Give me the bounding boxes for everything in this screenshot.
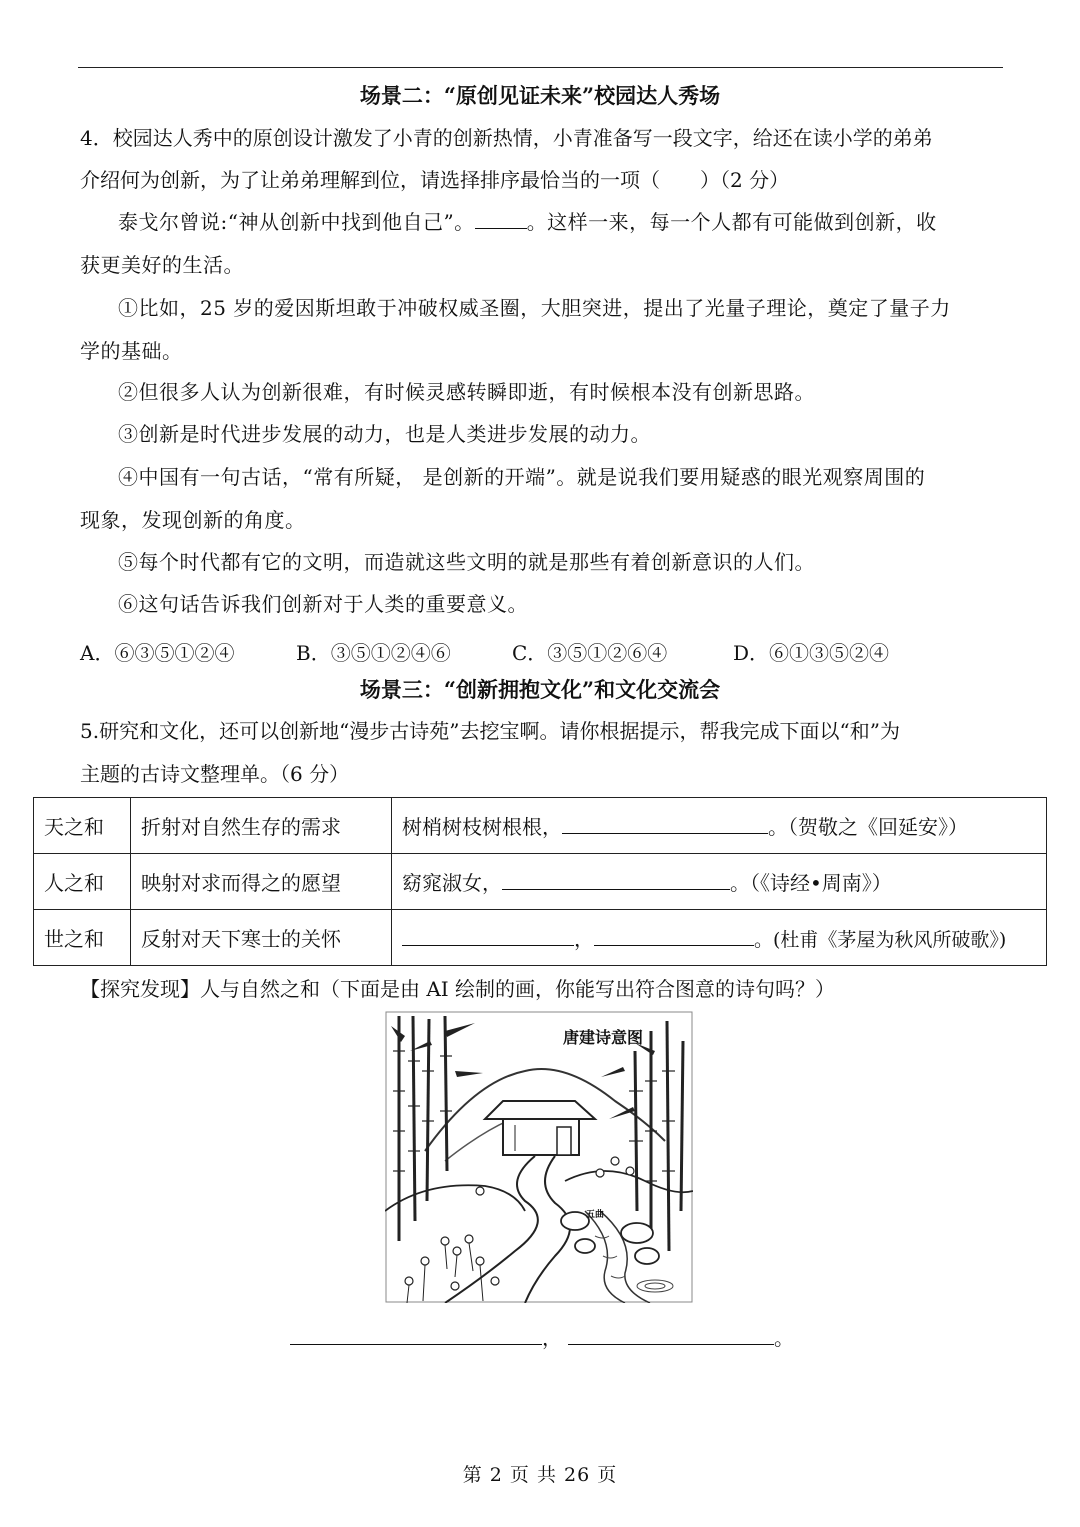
row-line: [392, 854, 1047, 910]
sentence-6: ⑥这句话告诉我们创新对于人类的重要意义。: [118, 592, 528, 616]
row-pre: 树梢树枝树根根，: [402, 815, 562, 839]
row-pre: 窈窕淑女，: [402, 871, 502, 895]
sentence-1b: 学的基础。: [80, 339, 183, 363]
passage-blank[interactable]: [475, 210, 527, 229]
q5-line2: 主题的古诗文整理单。（6 分）: [80, 762, 350, 786]
scene3-heading: 场景三：“创新拥抱文化”和文化交流会: [359, 677, 721, 702]
row-post: 。(杜甫《茅屋为秋风所破歌》): [754, 929, 1007, 951]
poem-illustration: [385, 1011, 693, 1303]
row-post: 。（《诗经•周南》）: [730, 871, 892, 895]
answer-line: [290, 1322, 794, 1351]
row-topic: 天之和: [34, 798, 131, 854]
q5-line1: 5.研究和文化，还可以创新地“漫步古诗苑”去挖宝啊。请你根据提示，帮我完成下面以“和”为: [80, 719, 900, 743]
row-topic: 人之和: [34, 854, 131, 910]
option-a[interactable]: A．⑥③⑤①②④: [80, 641, 235, 665]
sentence-2: ②但很多人认为创新很难，有时候灵感转瞬即逝，有时候根本没有创新思路。: [118, 380, 815, 404]
table-row: [34, 910, 1047, 966]
scene2-heading: 场景二：“原创见证未来”校园达人秀场: [359, 83, 721, 108]
passage-line1: [118, 206, 937, 235]
answer-blank[interactable]: [594, 927, 754, 946]
table-row: [34, 798, 1047, 854]
passage-line2: 获更美好的生活。: [80, 253, 244, 277]
table-row: [34, 854, 1047, 910]
illustration-caption: 五曲: [585, 1210, 605, 1220]
row-topic: 世之和: [34, 910, 131, 966]
explore-prompt: 【探究发现】人与自然之和（下面是由 AI 绘制的画，你能写出符合图意的诗句吗？）: [80, 977, 836, 1001]
answer-blank[interactable]: [562, 815, 768, 834]
q4-line1: 4．校园达人秀中的原创设计激发了小青的创新热情，小青准备写一段文字，给还在读小学的弟弟: [80, 126, 933, 150]
passage-part-a: 泰戈尔曾说:“神从创新中找到他自己”。: [118, 210, 475, 234]
answer-blank-1[interactable]: [290, 1326, 542, 1345]
answer-comma: ，: [542, 1326, 562, 1350]
row-line: [392, 910, 1047, 966]
illustration-title: 唐建诗意图: [562, 1028, 644, 1047]
answer-blank-2[interactable]: [568, 1326, 774, 1345]
option-b[interactable]: B．③⑤①②④⑥: [296, 641, 451, 665]
row-desc: 折射对自然生存的需求: [131, 798, 392, 854]
answer-period: 。: [774, 1326, 794, 1350]
row-mid: ，: [574, 927, 594, 951]
row-line: [392, 798, 1047, 854]
passage-part-b: 。这样一来，每一个人都有可能做到创新，收: [526, 210, 937, 234]
option-d[interactable]: D．⑥①③⑤②④: [733, 641, 890, 665]
row-desc: 映射对求而得之的愿望: [131, 854, 392, 910]
sentence-4b: 现象，发现创新的角度。: [80, 508, 306, 532]
answer-blank[interactable]: [402, 927, 574, 946]
sentence-3: ③创新是时代进步发展的动力，也是人类进步发展的动力。: [118, 422, 651, 446]
poem-table: [33, 797, 1047, 966]
row-desc: 反射对天下寒士的关怀: [131, 910, 392, 966]
sentence-1a: ①比如，25 岁的爱因斯坦敢于冲破权威圣圈，大胆突进，提出了光量子理论，奠定了量子力: [118, 296, 951, 320]
option-c[interactable]: C．③⑤①②⑥④: [512, 641, 668, 665]
row-post: 。（贺敬之《回延安》）: [768, 815, 968, 839]
top-rule: [78, 67, 1003, 68]
page-footer: 第 2 页 共 26 页: [462, 1464, 618, 1486]
sentence-5: ⑤每个时代都有它的文明，而造就这些文明的就是那些有着创新意识的人们。: [118, 550, 815, 574]
q4-line2: 介绍何为创新，为了让弟弟理解到位，请选择排序最恰当的一项（ ）（2 分）: [80, 168, 790, 192]
sentence-4a: ④中国有一句古话，“常有所疑， 是创新的开端”。就是说我们要用疑惑的眼光观察周围的: [118, 465, 926, 489]
answer-blank[interactable]: [502, 871, 730, 890]
